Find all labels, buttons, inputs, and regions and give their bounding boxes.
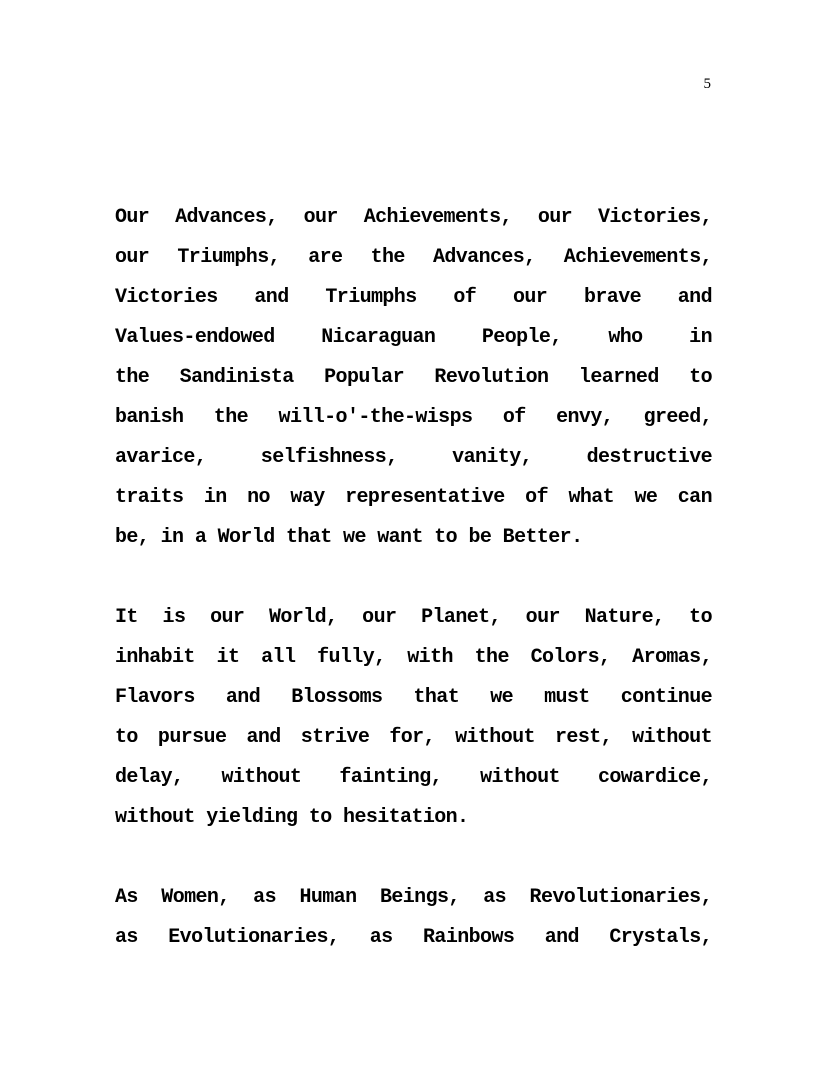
paragraph-2 xyxy=(115,598,712,838)
text-line: Flavors and Blossoms that we must continue xyxy=(115,686,712,709)
text-line: as Evolutionaries, as Rainbows and Crystals, xyxy=(115,926,712,949)
text-line: Our Advances, our Achievements, our Victories, xyxy=(115,206,712,229)
text-line: to pursue and strive for, without rest, without xyxy=(115,726,712,749)
page-number: 5 xyxy=(703,76,711,92)
text-line: banish the will-o'-the-wisps of envy, greed, xyxy=(115,406,712,429)
document-body xyxy=(115,198,712,998)
text-line: delay, without fainting, without cowardice, xyxy=(115,766,712,789)
paragraph-1 xyxy=(115,198,712,558)
text-line: inhabit it all fully, with the Colors, Aromas, xyxy=(115,646,712,669)
text-line: It is our World, our Planet, our Nature, to xyxy=(115,606,712,629)
text-line: our Triumphs, are the Advances, Achievements, xyxy=(115,246,712,269)
text-line: avarice, selfishness, vanity, destructive xyxy=(115,446,712,469)
text-line: traits in no way representative of what we can xyxy=(115,486,712,509)
text-line: Values-endowed Nicaraguan People, who in xyxy=(115,326,712,349)
text-line: without yielding to hesitation. xyxy=(115,806,469,829)
text-line: be, in a World that we want to be Better. xyxy=(115,526,583,549)
text-line: As Women, as Human Beings, as Revolutionaries, xyxy=(115,886,712,909)
text-line: Victories and Triumphs of our brave and xyxy=(115,286,712,309)
text-line: the Sandinista Popular Revolution learned to xyxy=(115,366,712,389)
paragraph-3 xyxy=(115,878,712,958)
